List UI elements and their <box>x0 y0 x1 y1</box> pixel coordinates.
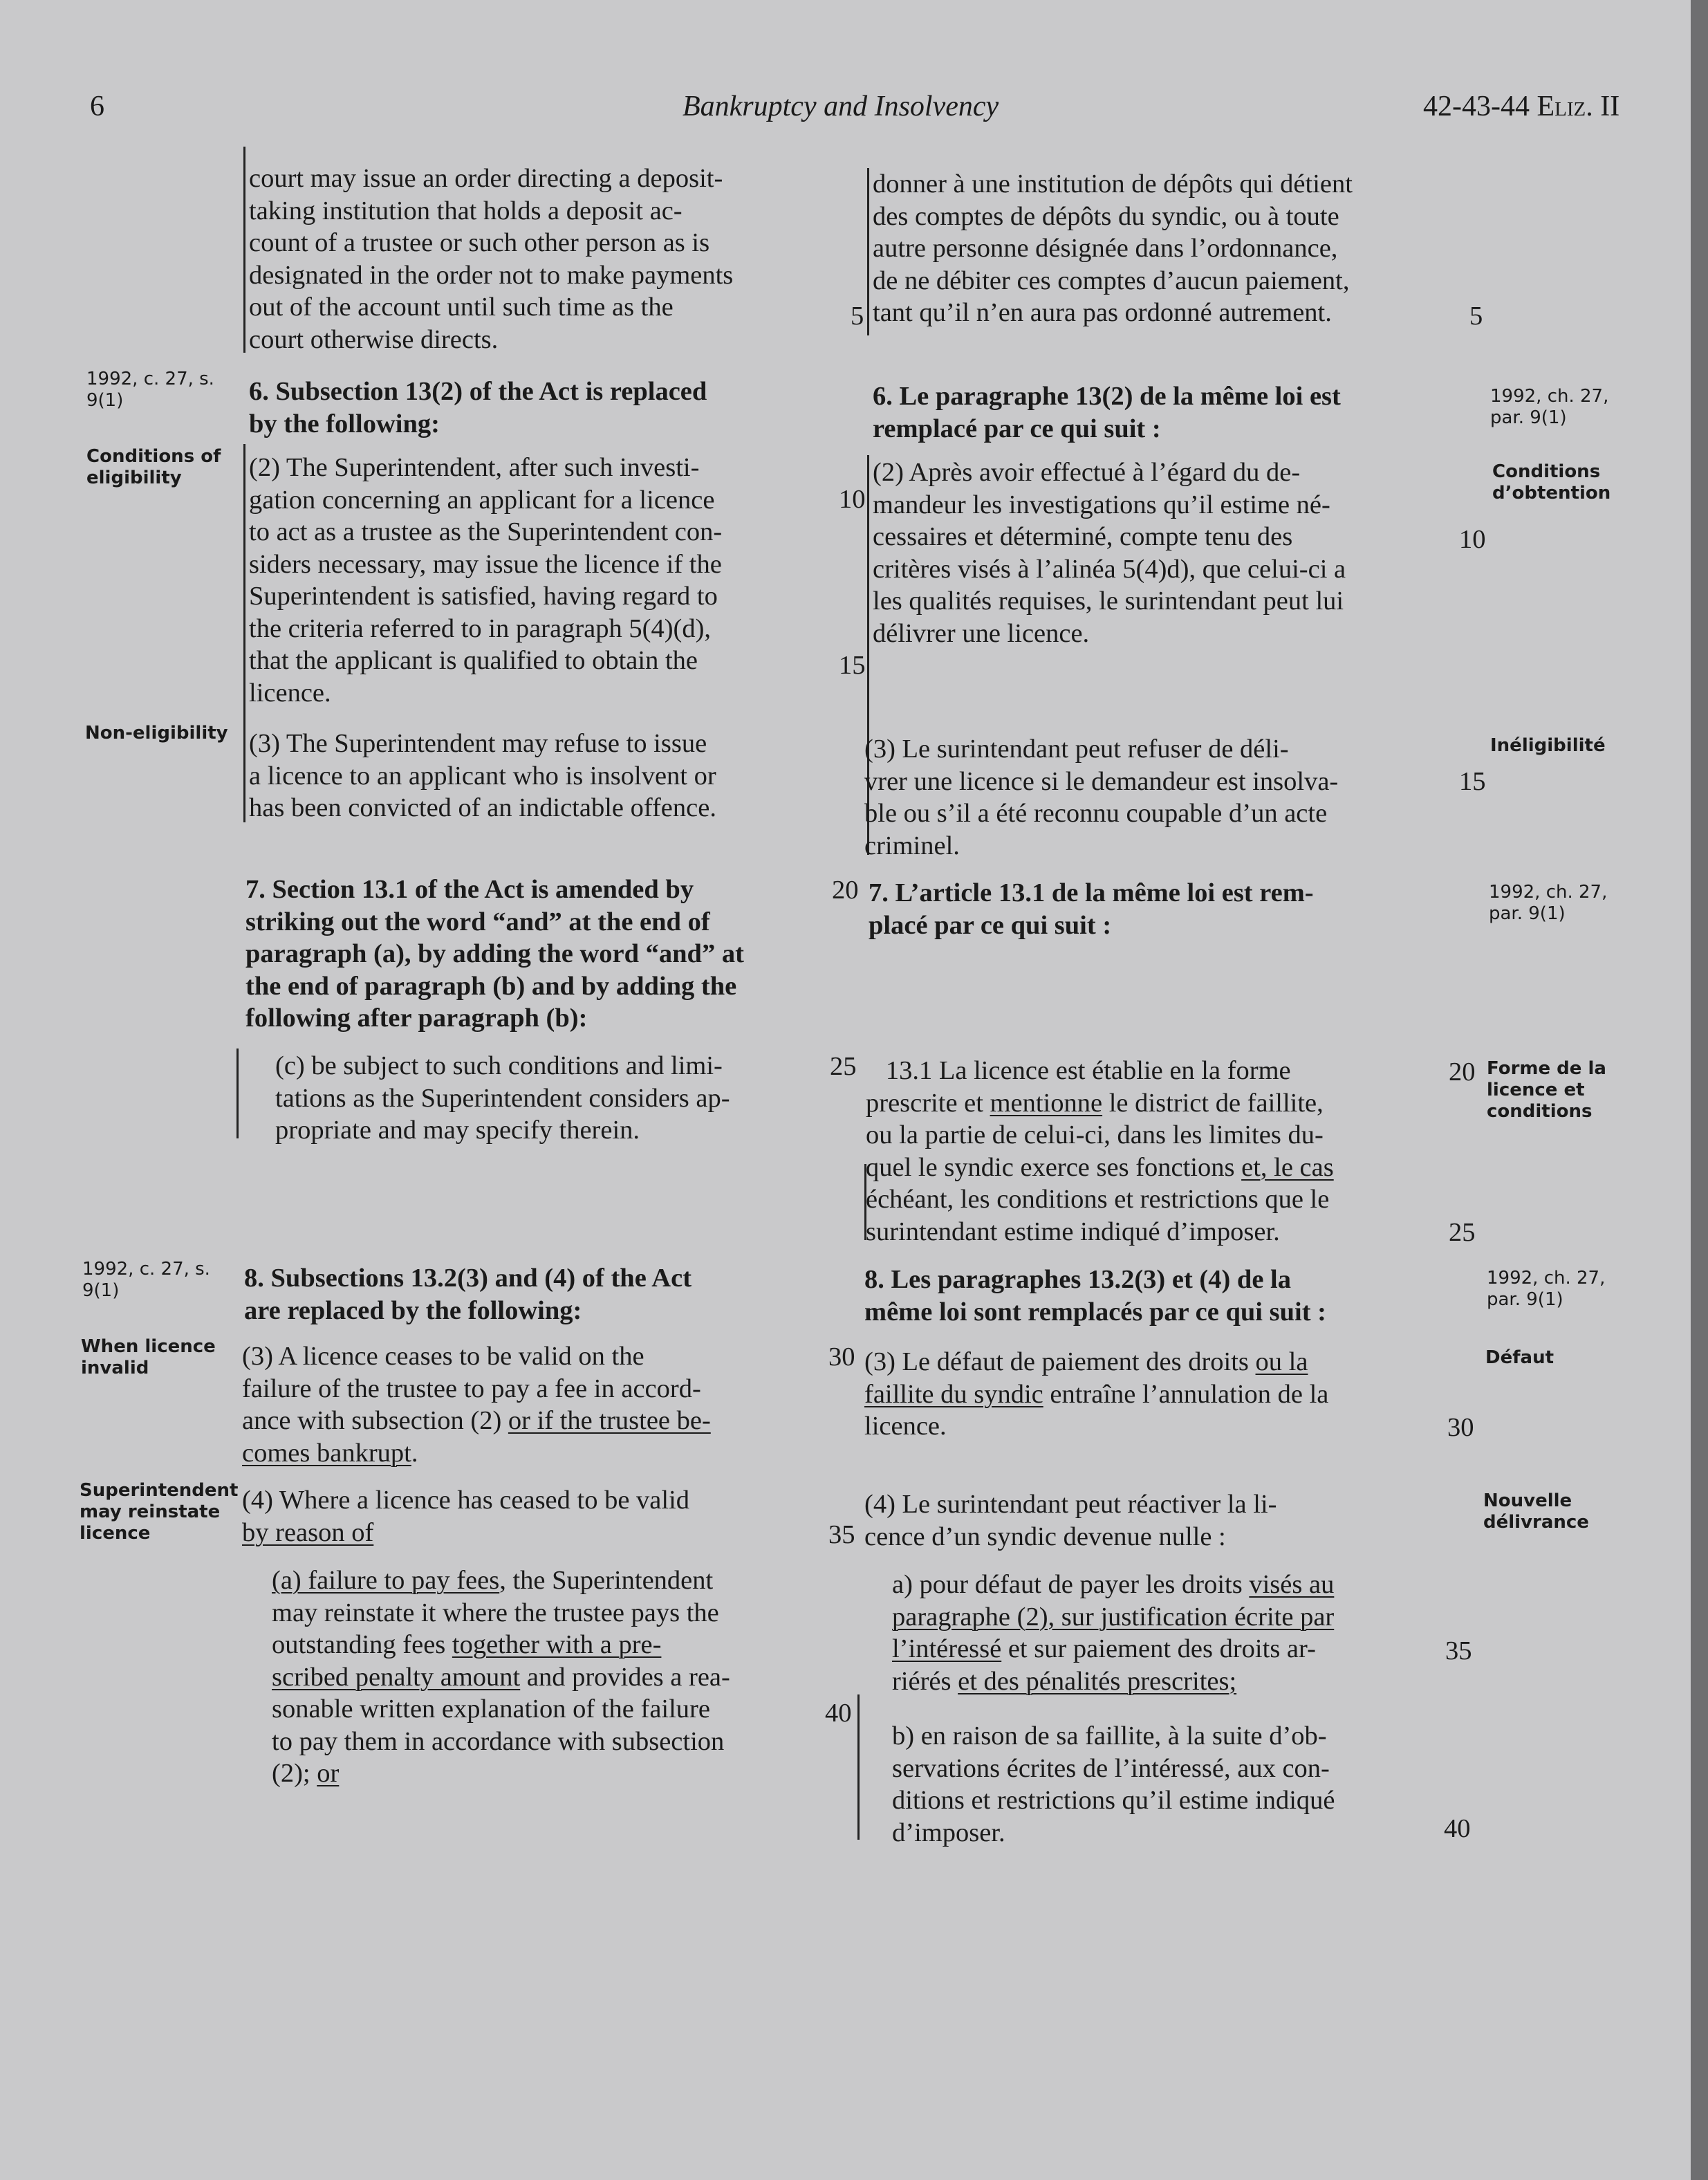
change-bar <box>243 147 245 353</box>
fr-clause8-paragraph-a: a) pour défaut de payer les droits visés au paragraphe (2), sur justification écrite par l’intéressé et sur paiement des droits ar- riérés et des pénalités prescrites; <box>892 1570 1335 1696</box>
margin-citation: 1992, ch. 27, par. 9(1) <box>1490 386 1609 428</box>
line-number: 35 <box>1445 1636 1472 1665</box>
line-number: 5 <box>851 302 864 331</box>
change-bar <box>857 1694 860 1840</box>
fr-clause8-subsection4: (4) Le surintendant peut réactiver la li- cence d’un syndic devenue nulle : <box>864 1490 1277 1551</box>
fr-clause8-paragraph-b: b) en raison de sa faillite, à la suite d’ob- servations écrites de l’intéressé, aux con- ditions et restrictions qu’il estime indiqué d’imposer. <box>892 1721 1335 1847</box>
change-bar <box>236 1049 239 1138</box>
page-edge-shadow <box>1691 0 1708 2180</box>
en-clause7-heading: 7. Section 13.1 of the Act is amended by striking out the word “and” at the end of paragraph (a), by adding the word “and” at the end of paragraph (b) and by adding the following after paragraph (b): <box>245 875 744 1033</box>
fr-clause8-heading: 8. Les paragraphes 13.2(3) et (4) de la même loi sont remplacés par ce qui suit : <box>864 1265 1326 1327</box>
en-s5-tail: court may issue an order directing a deposit- taking institution that holds a deposit ac- count of a trustee or such other person as is designated in the order not to make payments out of the account until such time as the court otherwise directs. <box>249 164 734 354</box>
line-number: 40 <box>825 1699 852 1728</box>
fr-s5-tail: donner à une institution de dépôts qui détient des comptes de dépôts du syndic, ou à toute autre personne désignée dans l’ordonnance, de ne débiter ces comptes d’aucun paiement, tant qu’il n’en aura pas ordonné autrement. <box>873 169 1353 327</box>
margin-citation: 1992, c. 27, s. 9(1) <box>82 1259 210 1301</box>
en-clause6-text: (2) The Superintendent, after such investi- gation concerning an applicant for a licence to act as a trustee as the Superintendent con- siders necessary, may issue the licence if the Superintendent is satisfied, having regard to the criteria referred to in paragraph 5(4)(d), that the applicant is qualified to obtain the licence. <box>249 453 723 708</box>
line-number: 25 <box>1449 1218 1476 1247</box>
en-clause8-heading: 8. Subsections 13.2(3) and (4) of the Act are replaced by the following: <box>244 1264 692 1325</box>
margin-note-ineligibilite: Inéligibilité <box>1490 735 1606 756</box>
margin-citation: 1992, c. 27, s. 9(1) <box>86 369 214 411</box>
regnal-year: 42-43-44 Eliz. II <box>1423 91 1620 122</box>
margin-note-forme: Forme de la licence et conditions <box>1487 1058 1606 1122</box>
fr-clause6-subsection3: (3) Le surintendant peut refuser de déli- vrer une licence si le demandeur est insolva- ble ou s’il a été reconnu coupable d’un acte criminel. <box>864 735 1339 860</box>
change-bar <box>243 444 245 822</box>
margin-note-conditions-fr: Conditions d’obtention <box>1492 461 1611 504</box>
line-number: 30 <box>828 1342 855 1371</box>
line-number: 15 <box>839 651 866 680</box>
fr-clause7-heading: 7. L’article 13.1 de la même loi est rem- placé par ce qui suit : <box>869 878 1314 940</box>
line-number: 25 <box>830 1052 857 1081</box>
fr-clause6-text: (2) Après avoir effectué à l’égard du de- mandeur les investigations qu’il estime né- cessaires et déterminé, compte tenu des critères visés à l’alinéa 5(4)d), que celui-ci a les qualités requises, le surintendant peut lui délivrer une licence. <box>873 458 1346 648</box>
fr-clause7-text: 13.1 La licence est établie en la forme prescrite et mentionne le district de faillite, ou la partie de celui-ci, dans les limites du- quel le syndic exerce ses fonctions et, le cas échéant, les conditions et restrictions que le surintendant estime indiqué d’imposer. <box>866 1056 1334 1246</box>
line-number: 30 <box>1447 1413 1474 1442</box>
en-clause8-paragraph-a: (a) failure to pay fees, the Superintendent may reinstate it where the trustee pays the outstanding fees together with a pre- scribed penalty amount and provides a rea- sonable written explanation of the failure to pay them in accordance with subsection (2); or <box>272 1566 730 1788</box>
margin-citation: 1992, ch. 27, par. 9(1) <box>1489 882 1608 924</box>
line-number: 40 <box>1444 1814 1471 1843</box>
en-clause8-subsection4: (4) Where a licence has ceased to be valid by reason of <box>242 1486 690 1547</box>
line-number: 35 <box>828 1520 855 1549</box>
margin-note-reinstate: Superintendent may reinstate licence <box>80 1480 239 1544</box>
margin-note-defaut: Défaut <box>1485 1347 1554 1368</box>
page-number: 6 <box>90 91 104 122</box>
fr-clause8-subsection3: (3) Le défaut de paiement des droits ou la faillite du syndic entraîne l’annulation de la licence. <box>864 1347 1329 1441</box>
en-clause6-heading: 6. Subsection 13(2) of the Act is replaced by the following: <box>249 377 707 438</box>
line-number: 20 <box>832 876 859 905</box>
margin-note-conditions: Conditions of eligibility <box>86 446 221 488</box>
margin-citation: 1992, ch. 27, par. 9(1) <box>1487 1268 1606 1310</box>
line-number: 20 <box>1449 1057 1476 1087</box>
running-title: Bankruptcy and Insolvency <box>683 91 999 122</box>
en-clause8-subsection3: (3) A licence ceases to be valid on the failure of the trustee to pay a fee in accord- ance with subsection (2) or if the trustee be- comes bankrupt. <box>242 1342 711 1468</box>
line-number: 10 <box>839 485 866 514</box>
margin-note-nouvelle: Nouvelle délivrance <box>1483 1490 1589 1533</box>
line-number: 10 <box>1459 525 1486 554</box>
margin-note-non-eligibility: Non-eligibility <box>85 723 228 743</box>
line-number: 15 <box>1459 767 1486 796</box>
en-clause6-subsection3: (3) The Superintendent may refuse to issue a licence to an applicant who is insolvent or has been convicted of an indictable offence. <box>249 729 716 822</box>
line-number: 5 <box>1469 302 1483 331</box>
change-bar <box>867 168 869 335</box>
en-clause7-paragraph-c: (c) be subject to such conditions and limi- tations as the Superintendent considers ap- propriate and may specify therein. <box>275 1051 730 1145</box>
fr-clause6-heading: 6. Le paragraphe 13(2) de la même loi est remplacé par ce qui suit : <box>873 382 1341 443</box>
margin-note-when-invalid: When licence invalid <box>81 1336 216 1378</box>
